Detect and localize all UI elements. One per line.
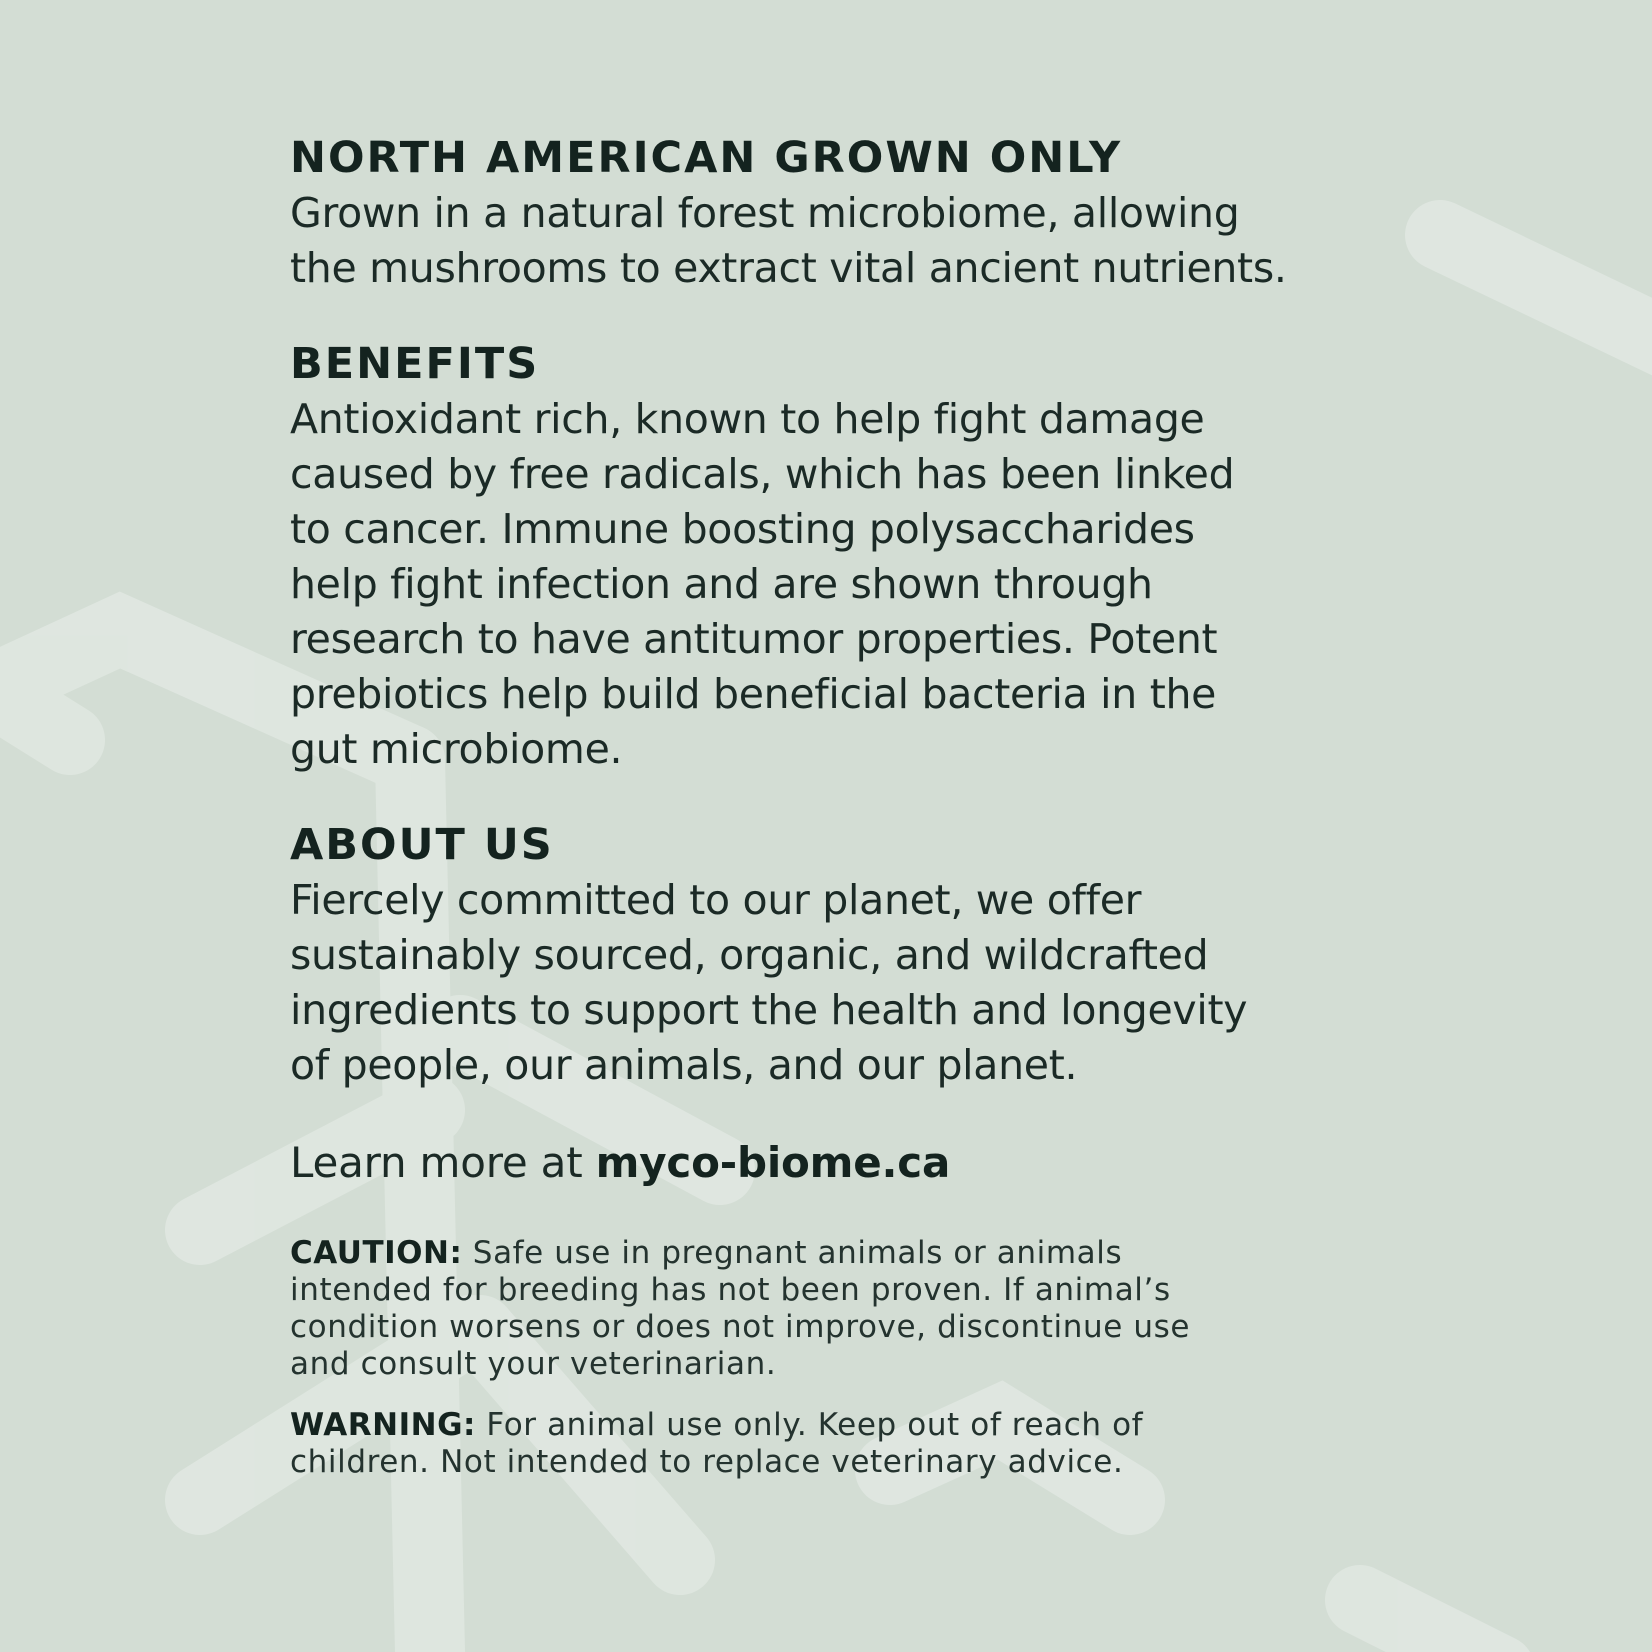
caution-notice [290, 1235, 1350, 1383]
body-line: research to have antitumor properties. Potent [290, 615, 1218, 663]
notice-line: Safe use in pregnant animals or animals [462, 1235, 1123, 1271]
body-line: prebiotics help build beneficial bacteria in the [290, 670, 1217, 718]
body-line: of people, our animals, and our planet. [290, 1041, 1078, 1089]
body-line: Antioxidant rich, known to help fight damage [290, 395, 1205, 443]
section-body-about-us [290, 873, 1350, 1093]
section-benefits [290, 336, 1350, 777]
body-line: Grown in a natural forest microbiome, allowing [290, 189, 1240, 237]
warning-label: WARNING: [290, 1407, 476, 1443]
caution-label: CAUTION: [290, 1235, 463, 1271]
warning-notice [290, 1407, 1350, 1481]
body-line: to cancer. Immune boosting polysaccharides [290, 505, 1195, 553]
notice-line: and consult your veterinarian. [290, 1346, 777, 1382]
section-heading-north-american-grown: NORTH AMERICAN GROWN ONLY [290, 133, 1123, 183]
body-line: sustainably sourced, organic, and wildcrafted [290, 931, 1209, 979]
learn-more-prefix: Learn more at [290, 1138, 596, 1187]
notice-line: For animal use only. Keep out of reach of [475, 1407, 1144, 1443]
body-line: ingredients to support the health and longevity [290, 986, 1248, 1034]
learn-more-line [290, 1135, 1350, 1191]
notice-line: children. Not intended to replace veterinary advice. [290, 1444, 1124, 1480]
body-line: the mushrooms to extract vital ancient nutrients. [290, 244, 1287, 292]
section-about-us [290, 817, 1350, 1093]
body-line: caused by free radicals, which has been linked [290, 450, 1235, 498]
section-body-benefits [290, 392, 1350, 777]
section-body-north-american-grown [290, 186, 1350, 296]
body-line: help fight infection and are shown through [290, 560, 1153, 608]
body-line: gut microbiome. [290, 725, 623, 773]
website-link[interactable]: myco-biome.ca [595, 1138, 951, 1187]
product-info-panel [290, 130, 1350, 1505]
body-line: Fiercely committed to our planet, we offer [290, 876, 1142, 924]
section-north-american-grown [290, 130, 1350, 296]
notice-line: intended for breeding has not been proven. If animal’s [290, 1272, 1171, 1308]
section-heading-benefits: BENEFITS [290, 339, 540, 389]
notice-line: condition worsens or does not improve, discontinue use [290, 1309, 1191, 1345]
section-heading-about-us: ABOUT US [290, 820, 554, 870]
